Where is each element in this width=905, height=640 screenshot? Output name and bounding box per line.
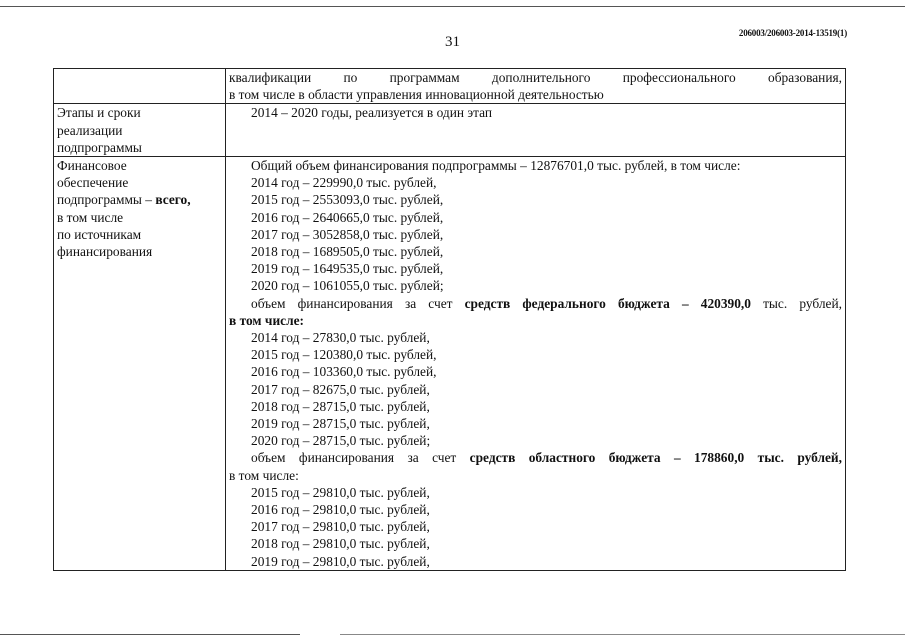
text-line: в том числе в области управления инновационной деятельностью	[229, 87, 604, 103]
passport-table	[53, 68, 846, 571]
label-line: обеспечение	[57, 175, 129, 191]
year-line: 2014 год – 27830,0 тыс. рублей,	[251, 330, 430, 346]
label-line: в том числе	[57, 209, 124, 225]
row-value-financing	[226, 157, 846, 571]
year-line: 2017 год – 29810,0 тыс. рублей,	[251, 519, 430, 535]
text-line: квалификации по программам дополнительного профессионального образования,	[229, 70, 842, 85]
text-line: 2014 – 2020 годы, реализуется в один этап	[251, 105, 493, 121]
year-line: 2016 год – 29810,0 тыс. рублей,	[251, 502, 430, 518]
text-line: в том числе:	[229, 467, 299, 483]
table-row-stages	[54, 104, 846, 157]
year-line: 2014 год – 229990,0 тыс. рублей,	[251, 175, 437, 191]
scan-edge-bottom-right	[340, 634, 905, 635]
year-line: 2018 год – 29810,0 тыс. рублей,	[251, 536, 430, 552]
page-number: 31	[445, 34, 460, 50]
year-line: 2016 год – 2640665,0 тыс. рублей,	[251, 209, 444, 225]
year-line: 2017 год – 82675,0 тыс. рублей,	[251, 381, 430, 397]
year-line: 2015 год – 2553093,0 тыс. рублей,	[251, 192, 444, 208]
year-line: 2020 год – 1061055,0 тыс. рублей;	[251, 278, 444, 294]
row-label-empty	[54, 69, 226, 104]
label-line: подпрограммы	[57, 139, 142, 155]
regional-budget-line	[229, 449, 842, 466]
table-row-continuation	[54, 69, 846, 104]
text-span: объем финансирования за счет	[251, 295, 465, 311]
text-line: в том числе:	[229, 312, 305, 328]
total-financing-line: Общий объем финансирования подпрограммы – 12876701,0 тыс. рублей, в том числе:	[251, 158, 741, 174]
year-line: 2020 год – 28715,0 тыс. рублей;	[251, 433, 431, 449]
year-line: 2018 год – 1689505,0 тыс. рублей,	[251, 244, 444, 260]
year-line: 2019 год – 1649535,0 тыс. рублей,	[251, 261, 444, 277]
label-text: подпрограммы –	[57, 192, 156, 208]
year-line: 2015 год – 120380,0 тыс. рублей,	[251, 347, 437, 363]
federal-budget-bold: средств федерального бюджета – 420390,0	[464, 295, 751, 311]
label-line: Финансовое	[57, 158, 127, 174]
year-line: 2015 год – 29810,0 тыс. рублей,	[251, 484, 430, 500]
document-code: 206003/206003-2014-13519(1)	[738, 28, 847, 38]
scan-edge-top	[0, 6, 905, 7]
year-line: 2019 год – 29810,0 тыс. рублей,	[251, 553, 430, 569]
row-label-stages	[54, 104, 226, 157]
year-line: 2018 год – 28715,0 тыс. рублей,	[251, 398, 430, 414]
label-line	[57, 191, 222, 208]
row-value-continuation	[226, 69, 846, 104]
year-line: 2019 год – 28715,0 тыс. рублей,	[251, 416, 430, 432]
year-line: 2016 год – 103360,0 тыс. рублей,	[251, 364, 437, 380]
row-label-financing	[54, 157, 226, 571]
label-line: по источникам	[57, 226, 142, 242]
row-value-stages	[226, 104, 846, 157]
regional-budget-bold: средств областного бюджета – 178860,0 тыс. рублей,	[469, 450, 842, 466]
year-line: 2017 год – 3052858,0 тыс. рублей,	[251, 226, 444, 242]
label-line: реализации	[57, 122, 123, 138]
federal-budget-line	[229, 295, 842, 312]
text-span: тыс. рублей,	[750, 295, 842, 311]
label-line: финансирования	[57, 244, 153, 260]
text-span: объем финансирования за счет	[251, 450, 470, 466]
scan-edge-bottom-left	[0, 634, 300, 635]
label-line: Этапы и сроки	[57, 105, 141, 121]
table-row-financing	[54, 157, 846, 571]
label-bold: всего,	[155, 192, 191, 208]
